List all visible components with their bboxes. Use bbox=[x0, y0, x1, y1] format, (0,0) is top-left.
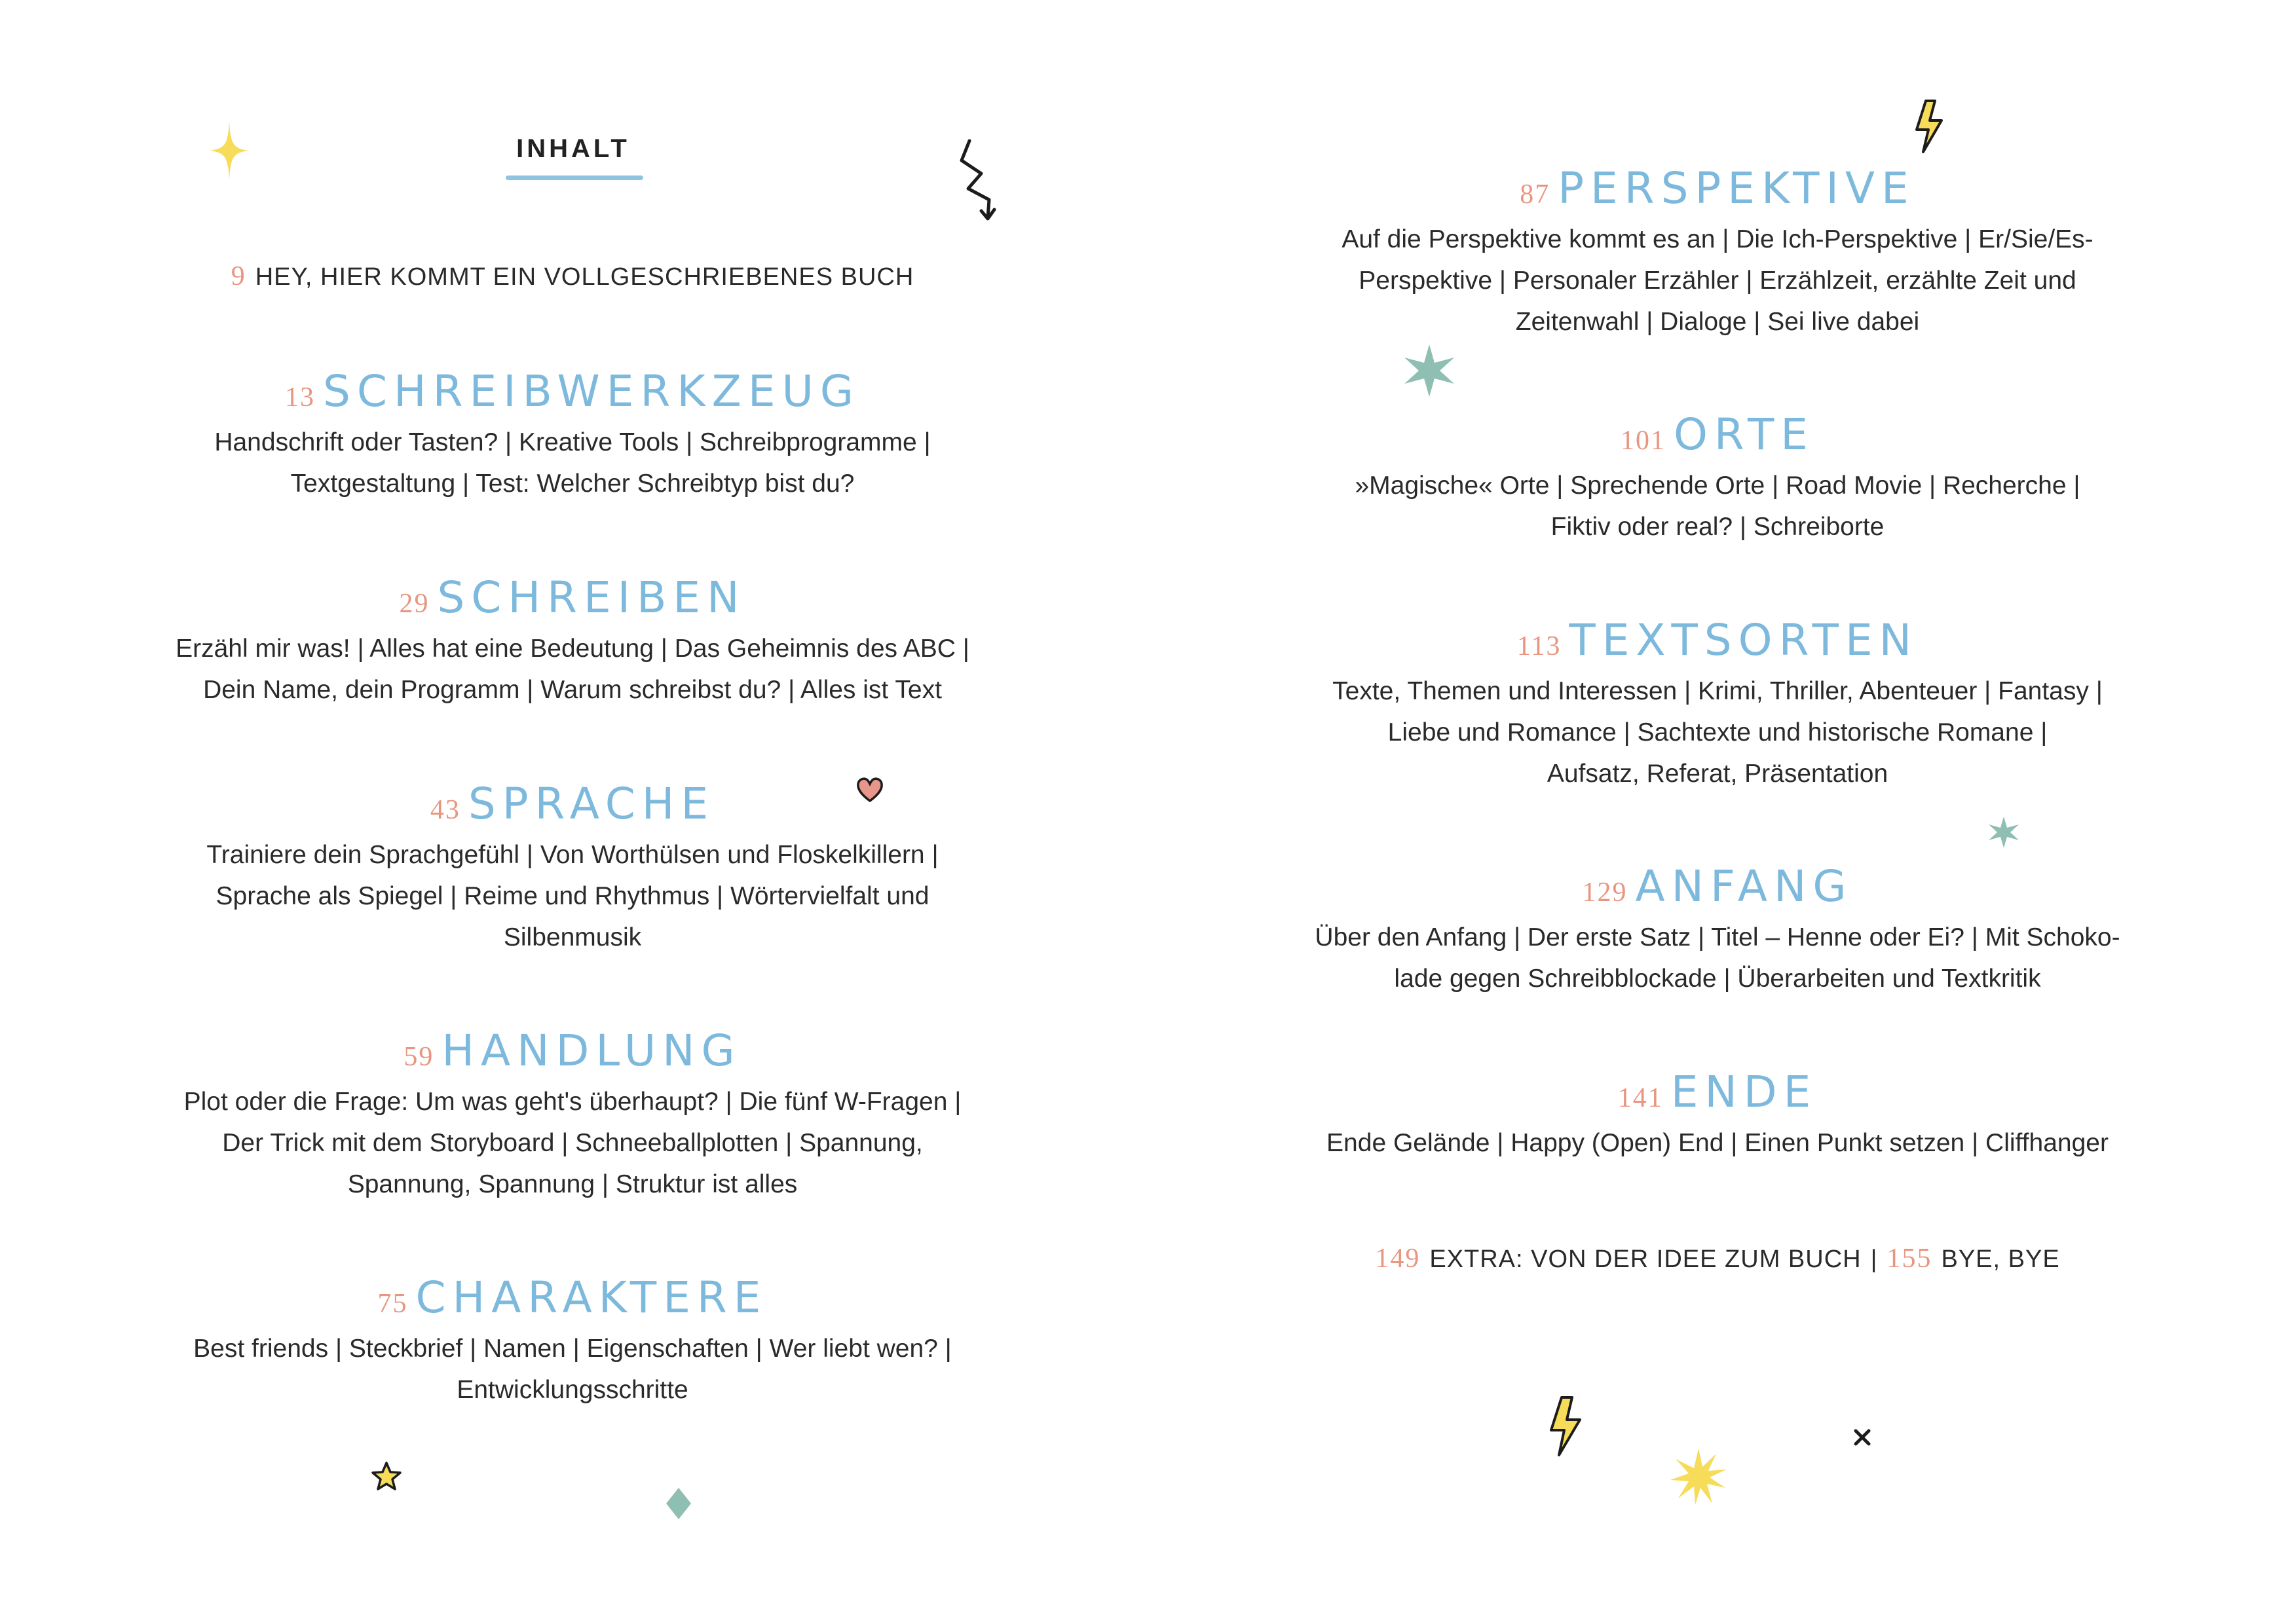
chapter-line: Texte, Themen und Interessen | Krimi, Thriller, Abenteuer | Fantasy | bbox=[1332, 677, 2103, 705]
chapter-line: Plot oder die Frage: Um was geht's überhaupt? | Die fünf W-Fragen | bbox=[183, 1088, 962, 1116]
title-underline bbox=[506, 175, 643, 180]
chapter-page-number: 87 bbox=[1520, 179, 1550, 210]
chapter-line: Der Trick mit dem Storyboard | Schneeballplotten | Spannung, bbox=[222, 1129, 923, 1157]
chapter-line: Fiktiv oder real? | Schreiborte bbox=[1550, 513, 1885, 541]
bye-page-number: 155 bbox=[1886, 1244, 1932, 1274]
chapter-orte bbox=[1145, 407, 2290, 547]
chapter-page-number: 29 bbox=[399, 589, 430, 619]
burst-icon bbox=[1669, 1447, 1728, 1506]
chapter-line: Erzähl mir was! | Alles hat eine Bedeutung | Das Geheimnis des ABC | bbox=[176, 635, 969, 663]
chapter-page-number: 113 bbox=[1516, 631, 1562, 661]
chapter-line: Perspektive | Personaler Erzähler | Erzählzeit, erzählte Zeit und bbox=[1359, 267, 2076, 295]
lightning-icon bbox=[1911, 98, 1947, 155]
chapter-textsorten bbox=[1145, 613, 2290, 794]
chapter-ende bbox=[1145, 1065, 2290, 1164]
chapter-page-number: 141 bbox=[1617, 1083, 1663, 1113]
chapter-perspektive bbox=[1145, 161, 2290, 342]
chapter-schreibwerkzeug bbox=[0, 364, 1145, 504]
chapter-page-number: 13 bbox=[284, 382, 315, 413]
mint-star-icon bbox=[1987, 815, 2021, 849]
chapter-anfang bbox=[1145, 859, 2290, 999]
chapter-line: Entwicklungsschritte bbox=[457, 1376, 688, 1404]
chapter-title: ENDE bbox=[1670, 1067, 1818, 1117]
chapter-page-number: 43 bbox=[430, 795, 460, 825]
chapter-page-number: 129 bbox=[1582, 877, 1628, 908]
diamond-icon bbox=[665, 1486, 692, 1521]
right-page bbox=[1145, 0, 2290, 1624]
intro-page-number: 9 bbox=[231, 261, 246, 291]
chapter-line: Trainiere dein Sprachgefühl | Von Worthülsen und Floskelkillern | bbox=[206, 841, 939, 869]
chapter-line: Auf die Perspektive kommt es an | Die Ich-Perspektive | Er/Sie/Es- bbox=[1342, 225, 2093, 253]
chapter-page-number: 101 bbox=[1620, 426, 1666, 456]
chapter-line: Textgestaltung | Test: Welcher Schreibtyp bist du? bbox=[290, 470, 855, 498]
chapter-title: PERSPEKTIVE bbox=[1558, 163, 1915, 213]
chapter-charaktere bbox=[0, 1270, 1145, 1411]
toc-intro-entry bbox=[0, 261, 1145, 292]
star-icon bbox=[370, 1460, 403, 1493]
chapter-page-number: 75 bbox=[377, 1289, 408, 1319]
chapter-line: Silbenmusik bbox=[503, 923, 642, 951]
heart-icon bbox=[855, 776, 885, 803]
chapter-line: Best friends | Steckbrief | Namen | Eigenschaften | Wer liebt wen? | bbox=[193, 1335, 952, 1363]
chapter-sprache bbox=[0, 777, 1145, 958]
chapter-page-number: 59 bbox=[404, 1042, 434, 1072]
chapter-line: Über den Anfang | Der erste Satz | Titel – Henne oder Ei? | Mit Schoko- bbox=[1315, 923, 2120, 951]
mint-star-icon bbox=[1402, 343, 1457, 398]
chapter-line: Dein Name, dein Programm | Warum schreibst du? | Alles ist Text bbox=[203, 676, 942, 704]
chapter-line: »Magische« Orte | Sprechende Orte | Road Movie | Recherche | bbox=[1355, 471, 2080, 500]
bye-title: BYE, BYE bbox=[1941, 1246, 2060, 1273]
chapter-schreiben bbox=[0, 570, 1145, 710]
chapter-title: ANFANG bbox=[1635, 861, 1853, 912]
lightning-icon bbox=[1546, 1395, 1585, 1458]
zigzag-arrow-icon bbox=[956, 138, 1002, 223]
chapter-line: Sprache als Spiegel | Reime und Rhythmus | Wörtervielfalt und bbox=[216, 882, 929, 910]
chapter-line: Spannung, Spannung | Struktur ist alles bbox=[347, 1170, 798, 1198]
chapter-title: SPRACHE bbox=[468, 779, 715, 829]
sparkle-icon bbox=[210, 121, 249, 180]
chapter-title: TEXTSORTEN bbox=[1569, 615, 1919, 665]
extra-title: EXTRA: VON DER IDEE ZUM BUCH bbox=[1429, 1246, 1862, 1273]
chapter-title: CHARAKTERE bbox=[415, 1272, 768, 1323]
chapter-line: lade gegen Schreibblockade | Überarbeiten und Textkritik bbox=[1394, 965, 2041, 993]
intro-title: HEY, HIER KOMMT EIN VOLLGESCHRIEBENES BUCH bbox=[255, 263, 914, 291]
page-title: INHALT bbox=[516, 134, 630, 163]
chapter-title: SCHREIBWERKZEUG bbox=[322, 366, 861, 416]
cross-icon bbox=[1849, 1424, 1875, 1450]
chapter-line: Handschrift oder Tasten? | Kreative Tools | Schreibprogramme | bbox=[214, 428, 931, 456]
extra-page-number: 149 bbox=[1375, 1244, 1421, 1274]
chapter-line: Ende Gelände | Happy (Open) End | Einen Punkt setzen | Cliffhanger bbox=[1326, 1129, 2109, 1157]
toc-extra-entry bbox=[1145, 1243, 2290, 1274]
chapter-title: HANDLUNG bbox=[441, 1025, 741, 1076]
chapter-line: Zeitenwahl | Dialoge | Sei live dabei bbox=[1515, 308, 1920, 336]
chapter-line: Liebe und Romance | Sachtexte und historische Romane | bbox=[1387, 718, 2048, 747]
chapter-line: Aufsatz, Referat, Präsentation bbox=[1547, 760, 1888, 788]
separator: | bbox=[1870, 1246, 1878, 1273]
chapter-title: ORTE bbox=[1673, 409, 1815, 460]
chapter-handlung bbox=[0, 1024, 1145, 1205]
chapter-title: SCHREIBEN bbox=[437, 572, 746, 623]
